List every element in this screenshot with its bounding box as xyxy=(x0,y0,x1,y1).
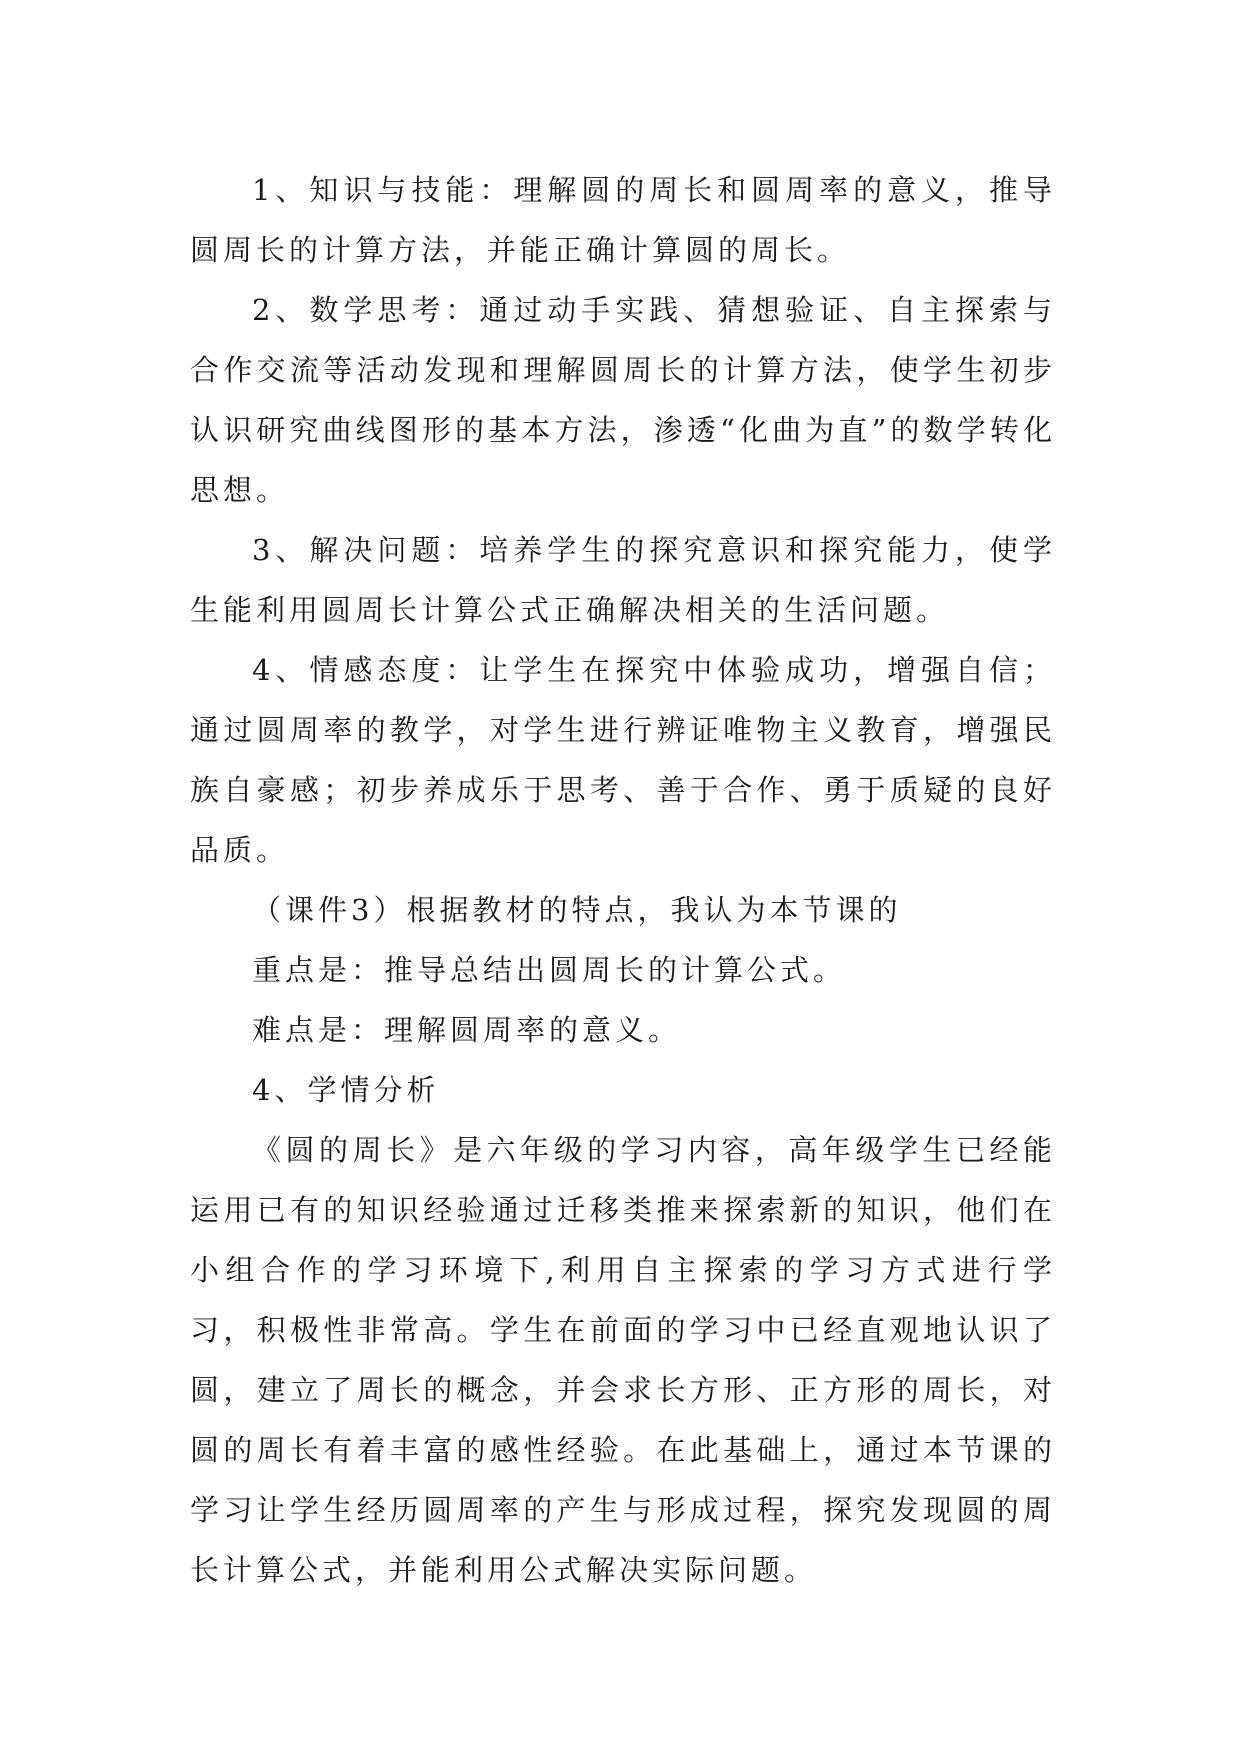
objective-knowledge-paragraph: 1、知识与技能：理解圆的周长和圆周率的意义，推导圆周长的计算方法，并能正确计算圆的周长。 xyxy=(190,173,1056,267)
document-page xyxy=(190,160,1056,1600)
section-heading-learning-analysis: 4、学情分析 xyxy=(252,1073,440,1107)
learning-analysis-paragraph: 《圆的周长》是六年级的学习内容，高年级学生已经能运用已有的知识经验通过迁移类推来探索新的知识，他们在小组合作的学习环境下,利用自主探索的学习方式进行学习，积极性非常高。学生在前面的学习中已经直观地认识了圆，建立了周长的概念，并会求长方形、正方形的周长，对圆的周长有着丰富的感性经验。在此基础上，通过本节课的学习让学生经历圆周率的产生与形成过程，探究发现圆的周长计算公式，并能利用公式解决实际问题。 xyxy=(190,1133,1056,1587)
objective-problem-solving-paragraph: 3、解决问题：培养学生的探究意识和探究能力，使学生能利用圆周长计算公式正确解决相关的生活问题。 xyxy=(190,533,1056,627)
difficult-point-line: 难点是：理解圆周率的意义。 xyxy=(252,1013,682,1047)
objective-thinking-paragraph: 2、数学思考：通过动手实践、猜想验证、自主探索与合作交流等活动发现和理解圆周长的计算方法，使学生初步认识研究曲线图形的基本方法，渗透“化曲为直”的数学转化思想。 xyxy=(190,293,1056,507)
objective-attitude-paragraph: 4、情感态度：让学生在探究中体验成功，增强自信；通过圆周率的教学，对学生进行辨证唯物主义教育，增强民族自豪感；初步养成乐于思考、善于合作、勇于质疑的良好品质。 xyxy=(190,653,1056,867)
courseware-line: （课件3）根据教材的特点，我认为本节课的 xyxy=(252,893,902,927)
key-point-line: 重点是：推导总结出圆周长的计算公式。 xyxy=(252,953,847,987)
